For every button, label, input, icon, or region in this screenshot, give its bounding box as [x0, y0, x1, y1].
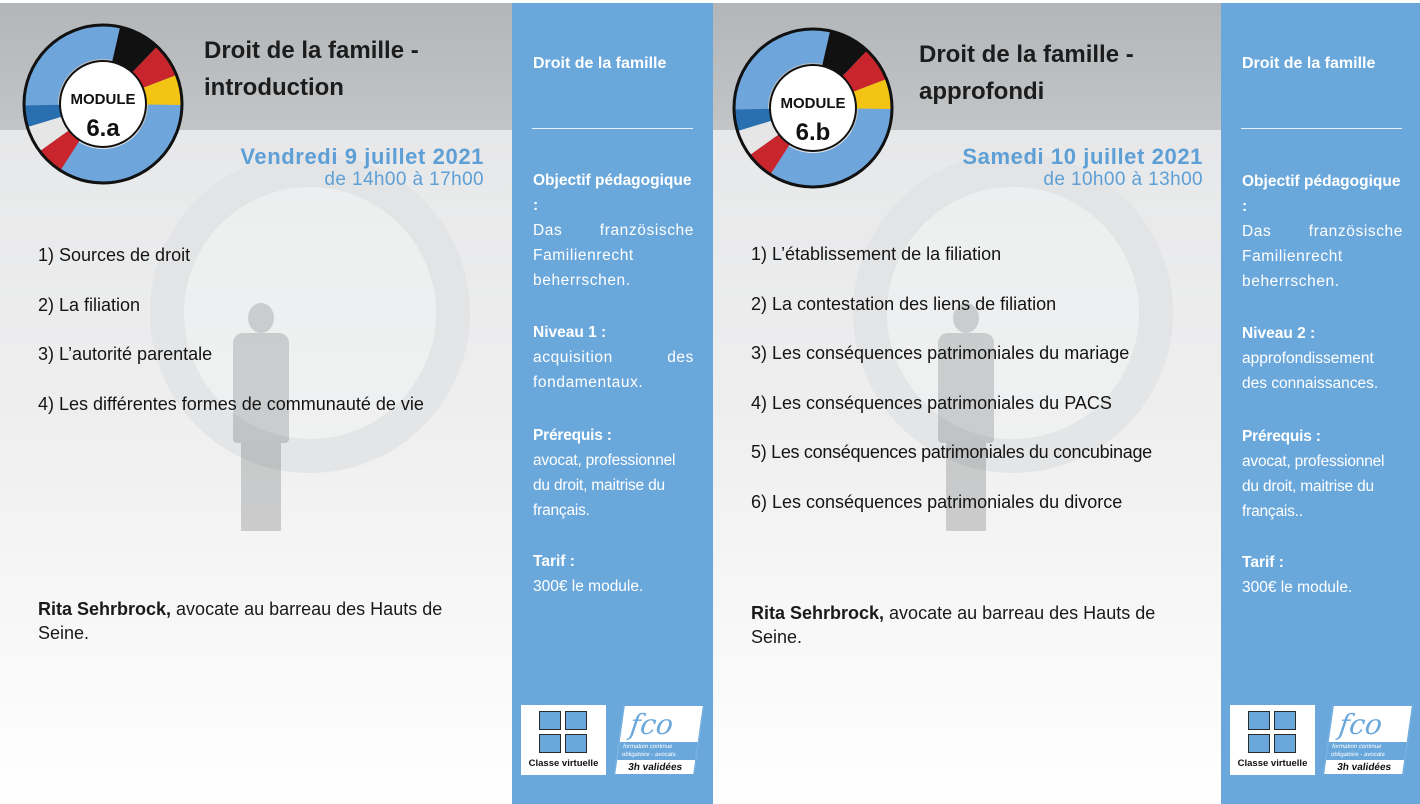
level-label: Niveau 2 : [1242, 325, 1316, 342]
prereq-text: avocat, professionnel du droit, maitrise du français. [533, 452, 676, 519]
session-date: Vendredi 9 juillet 2021 [240, 144, 484, 169]
objective-block [533, 168, 694, 293]
topic-item: 3) L’autorité parentale [38, 344, 213, 364]
fco-hours: 3h validées [627, 762, 683, 773]
prereq-block [533, 423, 694, 523]
level-label: Niveau 1 : [533, 324, 607, 341]
topic-item: 5) Les conséquences patrimoniales du concubinage [751, 442, 1152, 462]
level-block [1242, 321, 1403, 396]
price-block [533, 549, 694, 599]
virtual-class-label: Classe virtuelle [1237, 758, 1308, 769]
session-time: de 14h00 à 17h00 [324, 169, 484, 190]
sidebar-title: Droit de la famille [533, 55, 667, 72]
module-donut-badge [22, 23, 184, 185]
speaker-role: avocate au barreau des Hauts de Seine. [751, 603, 1156, 647]
title-line-1: Droit de la famille - [919, 41, 1134, 68]
speaker-info [751, 601, 1211, 649]
module-flyer-6a [0, 3, 713, 804]
info-sidebar [512, 3, 713, 804]
price-text: 300€ le module. [533, 578, 644, 595]
prereq-label: Prérequis : [1242, 428, 1321, 445]
topic-item: 2) La filiation [38, 294, 141, 315]
info-sidebar [1221, 3, 1420, 804]
page-title [204, 32, 419, 106]
module-donut-badge [732, 27, 894, 189]
topic-list [38, 245, 424, 443]
prereq-text: avocat, professionnel du droit, maitrise du français.. [1242, 453, 1385, 520]
price-block [1242, 550, 1403, 600]
video-conference-icon [1248, 711, 1298, 755]
objective-label: Objectif pédagogique : [533, 172, 692, 214]
fco-badge [614, 705, 704, 775]
virtual-class-label: Classe virtuelle [528, 758, 599, 769]
speaker-info [38, 597, 498, 645]
virtual-class-badge [521, 705, 606, 775]
level-text: acquisition des fondamentaux. [533, 349, 694, 391]
sidebar-title: Droit de la famille [1242, 55, 1376, 72]
video-conference-icon [539, 711, 589, 755]
fco-badge [1323, 705, 1413, 775]
module-number: 6.b [795, 119, 831, 146]
topic-item: 1) L’établissement de la filiation [751, 244, 1002, 264]
session-time: de 10h00 à 13h00 [1043, 169, 1203, 190]
topic-item: 2) La contestation des liens de filiation [751, 293, 1057, 314]
module-word: MODULE [70, 91, 136, 108]
fco-logo: fco [627, 708, 676, 741]
session-date: Samedi 10 juillet 2021 [962, 144, 1203, 169]
prereq-label: Prérequis : [533, 427, 612, 444]
objective-text: Das französische Familienrecht beherrschen. [1242, 223, 1403, 290]
page-title [919, 36, 1134, 110]
price-text: 300€ le module. [1242, 579, 1353, 596]
topic-item: 6) Les conséquences patrimoniales du divorce [751, 491, 1123, 512]
objective-block [1242, 169, 1403, 294]
fco-logo: fco [1336, 708, 1385, 741]
module-flyer-6b [713, 3, 1420, 804]
module-word: MODULE [780, 95, 846, 112]
fco-subtitle: formation continue obligatoire - avocats [1326, 742, 1407, 760]
title-line-2: introduction [204, 74, 344, 101]
virtual-class-badge [1230, 705, 1315, 775]
price-label: Tarif : [1242, 554, 1284, 571]
price-label: Tarif : [533, 553, 575, 570]
objective-label: Objectif pédagogique : [1242, 173, 1401, 215]
sidebar-divider [1241, 128, 1402, 129]
prereq-block [1242, 424, 1403, 524]
fco-hours: 3h validées [1336, 762, 1392, 773]
level-block [533, 320, 694, 395]
title-line-2: approfondi [919, 78, 1045, 105]
level-text: approfondissement des connaissances. [1242, 350, 1379, 392]
fco-subtitle: formation continue obligatoire - avocats [617, 742, 698, 760]
topic-item: 4) Les différentes formes de communauté de vie [38, 393, 424, 414]
topic-item: 1) Sources de droit [38, 245, 191, 265]
speaker-name: Rita Sehrbrock, [751, 603, 885, 623]
speaker-name: Rita Sehrbrock, [38, 599, 172, 619]
topic-list [751, 244, 1152, 541]
speaker-role: avocate au barreau des Hauts de Seine. [38, 599, 443, 643]
title-line-1: Droit de la famille - [204, 37, 419, 64]
objective-text: Das französische Familienrecht beherrschen. [533, 222, 694, 289]
sidebar-divider [532, 128, 693, 129]
topic-item: 4) Les conséquences patrimoniales du PACS [751, 392, 1112, 413]
module-number: 6.a [86, 115, 120, 142]
topic-item: 3) Les conséquences patrimoniales du mariage [751, 343, 1130, 363]
